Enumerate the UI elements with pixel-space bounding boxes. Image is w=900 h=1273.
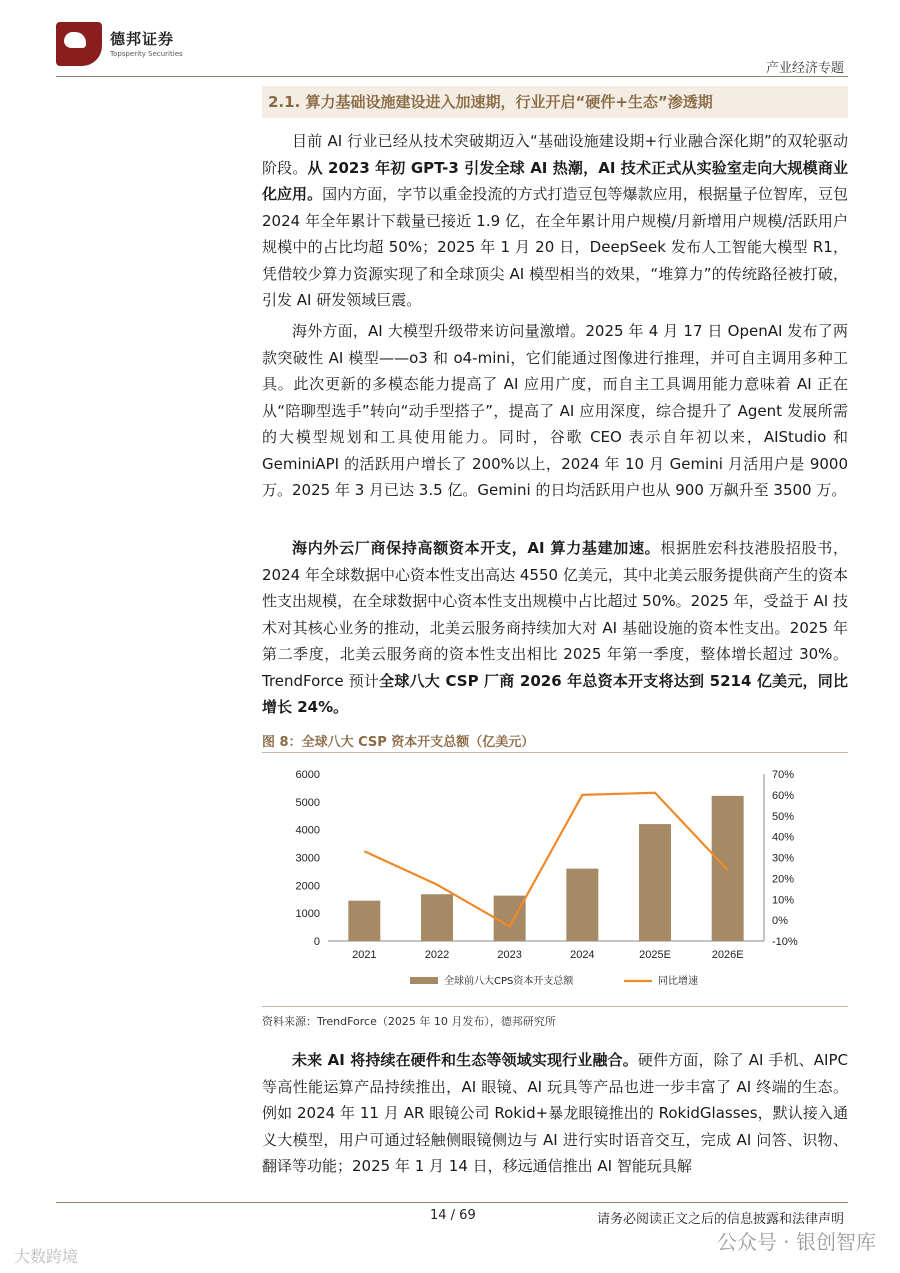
y-right-tick-label: 60% [772,789,795,802]
y-left-tick-label: 3000 [295,852,320,865]
figure-bottom-rule [262,1006,848,1007]
capex-chart [262,756,848,1004]
p1-run-2: 国内方面，字节以重金投流的方式打造豆包等爆款应用，根据量子位智库，豆包 2024 年全年累计下载量已接近 1.9 亿，在全年累计用户规模/月新增用户规模/活跃用户规模中的占比均超 50%；2025 年 1 月 20 日，DeepSeek 发布人工智能大模型 R1，凭借较少算力资源实现了和全球顶尖 AI 模型相当的效果，“堆算力”的传统路径被打破，引发 AI 研发领域巨震。 [262,185,848,309]
page-number: 14 / 69 [430,1208,476,1223]
p2-run-0: 海外方面，AI 大模型升级带来访问量激增。2025 年 4 月 17 日 OpenAI 发布了两款突破性 AI 模型——o3 和 o4-mini，它们能通过图像进行推理，并可自主调用多种工具。此次更新的多模态能力提高了 AI 应用广度，而自主工具调用能力意味着 AI 正在从“陪聊型选手”转向“动手型搭子”，提高了 AI 应用深度，综合提升了 Agent 发展所需的大模型规划和工具使用能力。同时，谷歌 CEO 表示自年初以来，AIStudio 和 GeminiAPI 的活跃用户增长了 200%以上，2024 年 10 月 Gemini 月活用户是 9000 万。2025 年 3 月已达 3.5 亿。Gemini 的日均活跃用户也从 900 万飙升至 3500 万。 [262,322,848,499]
y-left-tick-label: 4000 [295,824,320,837]
legend-line-label: 同比增速 [658,976,698,987]
figure-title: 图 8：全球八大 CSP 资本开支总额（亿美元） [262,735,535,750]
x-tick-label: 2025E [639,949,671,961]
y-left-tick-label: 5000 [295,796,320,809]
p1-run-0: 目前 AI 行业已经从技术突破期迈入“基础设施建设期+行业融合深化期”的双轮驱动阶段。 [262,132,848,177]
report-type: 产业经济专题 [765,61,844,76]
bar [494,896,526,941]
footer-divider [56,1202,848,1203]
y-right-tick-label: 0% [772,915,788,928]
y-right-tick-label: -10% [772,936,798,948]
y-right-tick-label: 40% [772,831,795,844]
p3-run-1: 根据胜宏科技港股招股书，2024 年全球数据中心资本性支出高达 4550 亿美元，其中北美云服务提供商产生的资本性支出规模，在全球数据中心资本性支出规模中占比超过 50%。2025 年，受益于 AI 技术对其核心业务的推动，北美云服务商持续加大对 AI 基础设施的资本性支出。2025 年第二季度，北美云服务商的资本性支出相比 2025 年第一季度，整体增长超过 30%。TrendForce 预计 [262,539,848,690]
bar [421,894,453,941]
bar [348,901,380,941]
p3-run-0: 海内外云厂商保持高额资本开支，AI 算力基建加速。 [292,539,661,557]
paragraph-4 [262,1047,848,1180]
x-tick-label: 2023 [497,949,522,961]
p3-run-2: 全球八大 CSP 厂商 2026 年总资本开支将达到 5214 亿美元，同比增长 24%。 [262,671,849,716]
y-left-tick-label: 1000 [295,908,320,921]
y-right-tick-label: 20% [772,873,795,886]
legal-disclaimer: 请务必阅读正文之后的信息披露和法律声明 [596,1212,844,1227]
legend-bar-swatch [410,977,438,984]
legend-bar-label: 全球前八大CPS资本开支总额 [444,976,574,987]
header-divider [56,76,848,77]
y-left-tick-label: 6000 [295,769,320,781]
x-tick-label: 2026E [711,949,744,961]
watermark-left: 大数跨境 [14,1247,79,1266]
p1-run-1: 从 2023 年初 GPT-3 引发全球 AI 热潮，AI 技术正式从实验室走向大规模商业化应用。 [262,158,848,203]
company-logo [56,22,186,66]
p4-run-1: 硬件方面，除了 AI 手机、AIPC 等高性能运算产品持续推出，AI 眼镜、AI 玩具等产品也进一步丰富了 AI 终端的生态。例如 2024 年 11 月 AR 眼镜公司 Rokid+暴龙眼镜推出的 RokidGlasses，默认接入通义大模型，用户可通过轻触侧眼镜侧边与 AI 进行实时语音交互，完成 AI 问答、识物、翻译等功能；2025 年 1 月 14 日，移远通信推出 AI 智能玩具解 [262,1051,848,1175]
growth-line [364,793,727,927]
x-tick-label: 2024 [570,949,595,961]
x-tick-label: 2021 [352,949,377,961]
section-title: 2.1. 算力基础设施建设进入加速期，行业开启“硬件+生态”渗透期 [262,86,848,118]
p4-run-0: 未来 AI 将持续在硬件和生态等领域实现行业融合。 [292,1051,638,1069]
watermark-right: 公众号 · 银创智库 [716,1230,876,1254]
bar [566,869,598,941]
y-left-tick-label: 0 [313,936,320,948]
logo-mark-icon [56,22,102,66]
y-left-tick-label: 2000 [295,880,320,893]
figure-top-rule [262,752,848,753]
y-right-tick-label: 70% [772,769,795,781]
y-right-tick-label: 30% [772,852,795,865]
paragraph-1 [262,128,848,314]
paragraph-2 [262,318,848,504]
y-right-tick-label: 50% [772,810,795,823]
x-tick-label: 2022 [424,949,450,961]
bar [639,824,671,941]
figure-source: 资料来源：TrendForce（2025 年 10 月发布），德邦研究所 [262,1015,556,1028]
paragraph-3 [262,535,848,721]
logo-name-cn: 德邦证券 [110,30,175,48]
y-right-tick-label: 10% [772,894,795,907]
logo-name-en: Topsperity Securities [110,50,183,58]
